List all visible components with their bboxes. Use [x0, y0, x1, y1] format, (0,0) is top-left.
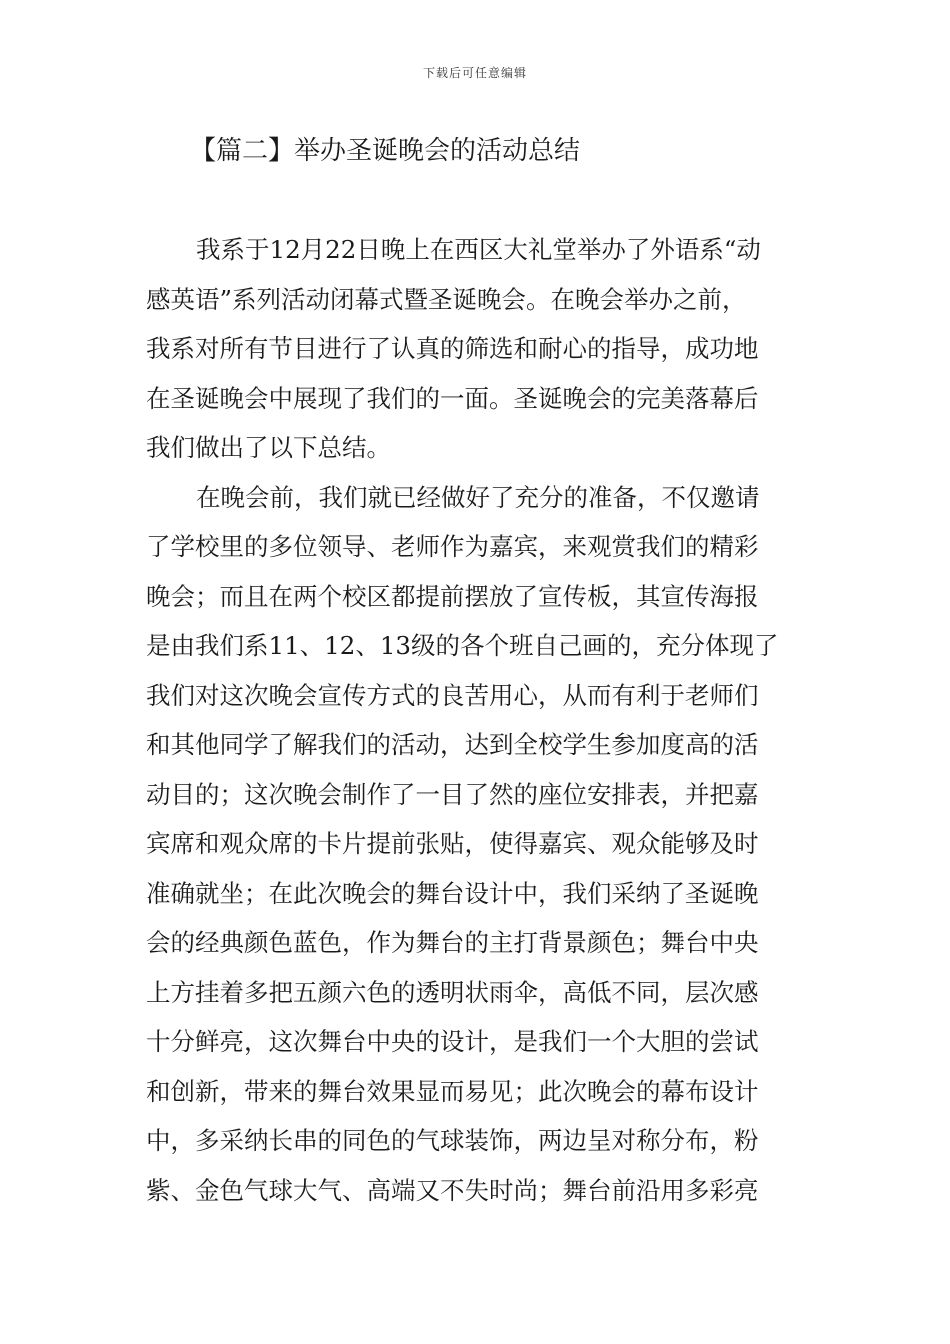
text-line: 紫、金色气球大气、高端又不失时尚；舞台前沿用多彩亮: [146, 1175, 759, 1205]
text-line: 晚会；而且在两个校区都提前摆放了宣传板，其宣传海报: [146, 581, 759, 611]
text-line: 准确就坐；在此次晚会的舞台设计中，我们采纳了圣诞晚: [146, 878, 759, 908]
paragraph-1: [146, 225, 810, 473]
text-line: 我系对所有节目进行了认真的筛选和耐心的指导，成功地: [146, 334, 759, 363]
text-line: 会的经典颜色蓝色，作为舞台的主打背景颜色；舞台中央: [146, 928, 759, 957]
text-line: 在晚会前，我们就已经做好了充分的准备，不仅邀请: [196, 482, 760, 512]
text-line: 我们做出了以下总结。: [146, 433, 391, 462]
text-line: 了学校里的多位领导、老师作为嘉宾，来观赏我们的精彩: [146, 532, 759, 561]
text-line: 是由我们系11、12、13级的各个班自己画的，充分体现了: [146, 631, 779, 660]
text-line: 中，多采纳长串的同色的气球装饰，两边呈对称分布，粉: [146, 1126, 759, 1155]
paragraph-2: [146, 473, 810, 1216]
text-line: 上方挂着多把五颜六色的透明状雨伞，高低不同，层次感: [146, 977, 759, 1007]
text-line: 和其他同学了解我们的活动，达到全校学生参加度高的活: [146, 730, 759, 759]
text-line: 和创新，带来的舞台效果显而易见；此次晚会的幕布设计: [146, 1076, 759, 1106]
text-line: 动目的；这次晚会制作了一目了然的座位安排表，并把嘉: [146, 779, 759, 809]
text-line: 在圣诞晚会中展现了我们的一面。圣诞晚会的完美落幕后: [146, 383, 759, 413]
text-line: 感英语”系列活动闭幕式暨圣诞晚会。在晚会举办之前，: [146, 284, 747, 314]
document-title: 【篇二】举办圣诞晚会的活动总结: [190, 136, 581, 166]
header-note: 下载后可任意编辑: [422, 66, 527, 80]
text-line: 我系于12月22日晚上在西区大礼堂举办了外语系“动: [196, 235, 761, 264]
text-line: 宾席和观众席的卡片提前张贴，使得嘉宾、观众能够及时: [146, 829, 759, 858]
text-line: 我们对这次晚会宣传方式的良苦用心，从而有利于老师们: [146, 680, 759, 710]
document-body: [146, 225, 810, 1215]
text-line: 十分鲜亮，这次舞台中央的设计，是我们一个大胆的尝试: [146, 1027, 759, 1056]
